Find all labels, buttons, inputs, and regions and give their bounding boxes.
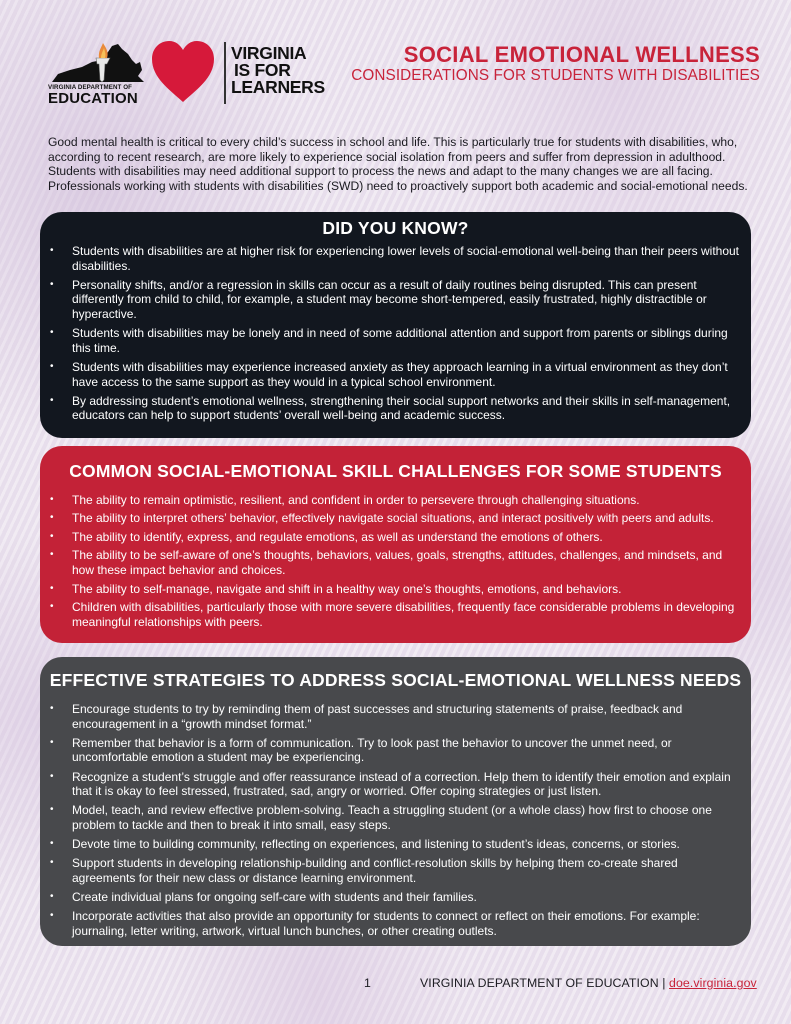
list-item — [40, 582, 751, 597]
list-item-text: Students with disabilities are at higher risk for experiencing lower levels of social-emotional well-being than their peers without disabilities. — [72, 244, 740, 273]
list-item-text: Devote time to building community, reflecting on experiences, and listening to student’s ideas, concerns, or stories. — [72, 837, 680, 852]
list-item-text: Create individual plans for ongoing self-care with students and their families. — [72, 890, 477, 905]
page-title: SOCIAL EMOTIONAL WELLNESS — [403, 42, 760, 67]
list-item-text: Students with disabilities may be lonely and in need of some additional attention and support from parents or siblings during this time. — [72, 326, 728, 355]
list-item — [40, 770, 751, 799]
list-item — [40, 548, 751, 577]
bullet-icon: • — [50, 278, 54, 290]
list-item — [40, 736, 751, 765]
list-item-text: Students with disabilities may experience increased anxiety as they approach learning in a virtual environment as they don’t have access to the same support as they would in a typical school environment. — [72, 359, 728, 389]
list-item — [40, 360, 751, 389]
list-item — [40, 530, 751, 545]
list-item — [40, 511, 751, 526]
list-item-text: The ability to identify, express, and regulate emotions, as well as understand the emotions of others. — [72, 529, 603, 544]
bullet-icon: • — [50, 770, 54, 782]
bullet-icon: • — [50, 394, 54, 406]
list-item-text: Incorporate activities that also provide an opportunity for students to connect or reflect on their emotions. For example: journaling, letter writing, artwork, virtual lunch bunches, or other creating outlets. — [72, 909, 700, 938]
bullet-icon: • — [50, 245, 54, 256]
list-item-text: Children with disabilities, particularly those with more severe disabilities, frequently face considerable problems in developing meaningful relationships with peers. — [72, 600, 735, 629]
list-item — [40, 493, 751, 508]
bullet-icon: • — [50, 838, 54, 850]
virginia-is-for-learners-logo: VIRGINIA IS FOR LEARNERS — [231, 43, 325, 97]
bullet-icon: • — [50, 857, 54, 869]
list-item-text: The ability to self-manage, navigate and shift in a healthy way one’s thoughts, emotions, and behaviors. — [72, 581, 622, 596]
list-item — [40, 600, 751, 629]
challenges-list — [40, 493, 751, 629]
bullet-icon: • — [50, 601, 54, 613]
vdoe-logo-big-text: EDUCATION — [48, 90, 138, 107]
list-item — [40, 856, 751, 885]
section-heading: EFFECTIVE STRATEGIES TO ADDRESS SOCIAL-EMOTIONAL WELLNESS NEEDS — [49, 670, 742, 690]
bullet-icon: • — [50, 736, 54, 748]
bullet-icon: • — [50, 360, 54, 372]
section-heading: DID YOU KNOW? — [322, 218, 469, 238]
footer-organization: VIRGINIA DEPARTMENT OF EDUCATION | doe.virginia.gov — [420, 976, 757, 990]
vdoe-logo-small-text: VIRGINIA DEPARTMENT OF — [48, 84, 133, 91]
challenges-section — [40, 446, 751, 643]
virginia-state-torch-icon — [52, 40, 144, 84]
list-item — [40, 837, 751, 852]
list-item — [40, 326, 751, 355]
bullet-icon: • — [50, 494, 54, 505]
bullet-icon: • — [50, 327, 54, 339]
intro-paragraph: Good mental health is critical to every child’s success in school and life. This is particularly true for students with disabilities, who, according to recent research, are more likely to experience social isolation from peers and suffer from depression in adulthood. Students with disabilities may need additional support to process the news and adapt to the many changes we are all facing. Professionals working with students with disabilities (SWD) need to proactively support both academic and social-emotional needs. — [48, 135, 748, 193]
page-number: 1 — [364, 976, 371, 990]
list-item-text: The ability to remain optimistic, resilient, and confident in order to persevere through challenging situations. — [72, 493, 640, 507]
logo-divider — [224, 42, 226, 104]
did-you-know-section — [40, 212, 751, 438]
bullet-icon: • — [50, 804, 54, 816]
list-item-text: Support students in developing relationship-building and conflict-resolution skills by helping them co-create shared agreements for their new class or distance learning environment. — [72, 856, 678, 885]
did-you-know-list — [40, 242, 751, 423]
page-footer — [0, 976, 791, 996]
list-item-text: Recognize a student’s struggle and offer reassurance instead of a correction. Help them to identify their emotion and explain that it is okay to feel stressed, frustrated, sad, angry or worried. Offer coping strategies or just listen. — [72, 769, 731, 799]
vdoe-logo — [48, 40, 148, 106]
website-link[interactable]: doe.virginia.gov — [669, 976, 757, 990]
list-item-text: The ability to be self-aware of one’s thoughts, behaviors, values, goals, strengths, attitudes, challenges, and mindsets, and how these impact behavior and choices. — [72, 548, 723, 578]
list-item-text: Remember that behavior is a form of communication. Try to look past the behavior to uncover the unmet need, or uncomfortable emotion a student may be experiencing. — [72, 735, 672, 765]
strategies-list — [40, 702, 751, 938]
list-item — [40, 909, 751, 938]
section-heading: COMMON SOCIAL-EMOTIONAL SKILL CHALLENGES FOR SOME STUDENTS — [69, 461, 722, 481]
page-subtitle: CONSIDERATIONS FOR STUDENTS WITH DISABILITIES — [351, 67, 760, 84]
list-item-text: By addressing student’s emotional wellness, strengthening their social support networks and their skills in self-management, educators can help to support students’ overall well-being and academic success. — [72, 393, 731, 423]
title-block — [351, 43, 760, 84]
list-item — [40, 278, 751, 322]
list-item — [40, 890, 751, 905]
list-item — [40, 803, 751, 832]
list-item-text: Personality shifts, and/or a regression in skills can occur as a result of daily routines being disrupted. This can present differently from child to child, for example, a student may become short-tempered, easily frustrated, highly distractible or hyperactive. — [72, 277, 707, 321]
list-item — [40, 244, 751, 273]
strategies-section — [40, 657, 751, 946]
page-header — [48, 36, 760, 108]
heart-icon — [150, 40, 216, 104]
list-item-text: The ability to interpret others’ behavior, effectively navigate social situations, and interact positively with peers and adults. — [72, 511, 714, 526]
bullet-icon: • — [50, 910, 54, 922]
bullet-icon: • — [50, 549, 54, 561]
bullet-icon: • — [50, 512, 54, 524]
list-item — [40, 702, 751, 731]
list-item-text: Encourage students to try by reminding them of past successes and structuring statements of praise, feedback and encouragement in a “growth mindset format.” — [72, 702, 683, 731]
list-item-text: Model, teach, and review effective problem-solving. Teach a struggling student (or a whole class) how first to choose one problem to tackle and then to break it into small, easy steps. — [72, 803, 712, 832]
bullet-icon: • — [50, 582, 54, 594]
bullet-icon: • — [50, 530, 54, 542]
bullet-icon: • — [50, 891, 54, 903]
bullet-icon: • — [50, 703, 54, 714]
list-item — [40, 394, 751, 423]
